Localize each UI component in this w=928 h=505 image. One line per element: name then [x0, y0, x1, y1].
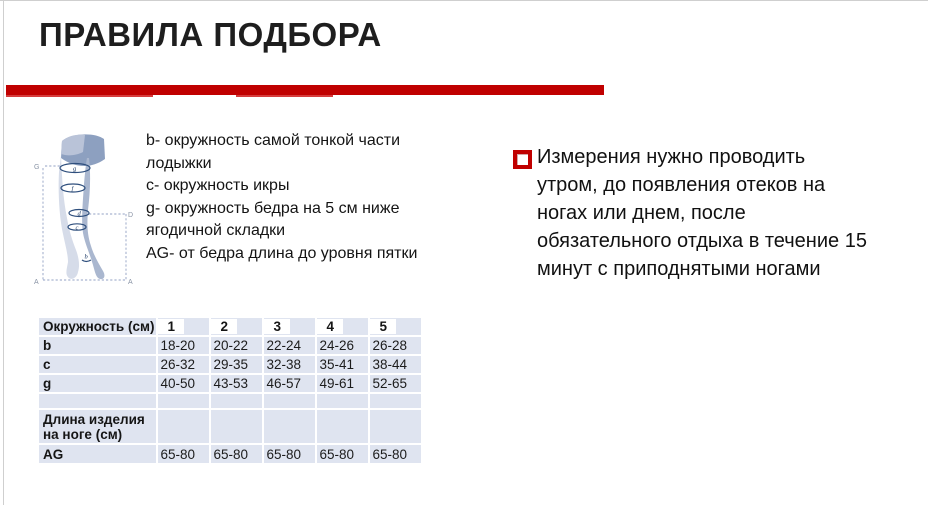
table-cell: 38-44 — [370, 356, 421, 373]
table-header-size-1 — [158, 318, 209, 335]
slide-left-edge — [3, 0, 4, 505]
table-header-size-4 — [317, 318, 368, 335]
band-label-g: g — [73, 165, 77, 173]
table-cell: 26-32 — [158, 356, 209, 373]
measure-line: лодыжки — [146, 154, 212, 172]
measure-line: AG- от бедра длина до уровня пятки — [146, 244, 418, 262]
table-cell: 52-65 — [370, 375, 421, 392]
table-row-length-header — [39, 410, 421, 443]
table-header-size-3 — [264, 318, 315, 335]
table-cell — [317, 410, 368, 443]
table-cell: 18-20 — [158, 337, 209, 354]
table-row-b — [39, 337, 421, 354]
size-number: 1 — [158, 319, 184, 334]
size-number: 5 — [370, 319, 396, 334]
row-label: b — [39, 337, 156, 354]
row-label: c — [39, 356, 156, 373]
row-label — [39, 394, 156, 408]
measure-line: b- окружность самой тонкой части — [146, 132, 401, 149]
table-cell: 65-80 — [317, 445, 368, 463]
band-label-b: b — [84, 253, 88, 261]
corner-label-G: G — [34, 164, 40, 171]
table-cell — [158, 394, 209, 408]
measure-line: c- окружность икры — [146, 177, 290, 194]
front-leg-shape — [59, 156, 79, 279]
table-cell: 65-80 — [370, 445, 421, 463]
size-number: 4 — [317, 319, 343, 334]
table-cell — [264, 410, 315, 443]
table-cell: 32-38 — [264, 356, 315, 373]
row-label: AG — [39, 445, 156, 463]
note-line: обязательного отдыха в течение 15 — [537, 230, 867, 252]
table-cell — [370, 394, 421, 408]
table-cell: 40-50 — [158, 375, 209, 392]
table-cell: 24-26 — [317, 337, 368, 354]
measure-line: g- окружность бедра на 5 см ниже — [146, 199, 400, 217]
title-underline-accent-right — [236, 95, 333, 97]
legs-measurement-illustration — [33, 128, 137, 292]
size-table — [37, 316, 423, 465]
corner-label-A-right: A — [128, 279, 133, 286]
note-line: ногах или днем, после — [537, 202, 746, 224]
table-cell — [211, 410, 262, 443]
hip-highlight — [61, 135, 85, 156]
table-cell: 65-80 — [264, 445, 315, 463]
size-number: 3 — [264, 319, 290, 334]
table-cell: 49-61 — [317, 375, 368, 392]
table-header-size-5 — [370, 318, 421, 335]
table-cell: 35-41 — [317, 356, 368, 373]
note-line: минут с приподнятыми ногами — [537, 258, 821, 280]
band-label-f: f — [71, 185, 74, 193]
table-row-spacer — [39, 394, 421, 408]
size-number: 2 — [211, 319, 237, 334]
corner-label-D: D — [128, 212, 134, 219]
band-label-d: d — [77, 210, 81, 218]
table-cell — [158, 410, 209, 443]
measurement-definitions — [146, 130, 491, 265]
title-underline-bar — [6, 85, 604, 95]
measurement-note — [537, 143, 928, 283]
note-line: утром, до появления отеков на — [537, 174, 826, 196]
table-cell: 46-57 — [264, 375, 315, 392]
table-header-circumference: Окружность (см) — [39, 318, 156, 335]
corner-label-A-left: A — [34, 279, 39, 286]
table-cell: 26-28 — [370, 337, 421, 354]
table-row-ag — [39, 445, 421, 463]
table-row-g — [39, 375, 421, 392]
table-cell: 22-24 — [264, 337, 315, 354]
table-cell: 65-80 — [158, 445, 209, 463]
table-cell: 43-53 — [211, 375, 262, 392]
title-underline-accent-left — [6, 95, 153, 97]
table-cell: 20-22 — [211, 337, 262, 354]
table-cell — [211, 394, 262, 408]
table-cell — [317, 394, 368, 408]
table-header-row — [39, 318, 421, 335]
checkbox-bullet-icon — [513, 150, 532, 169]
table-header-size-2 — [211, 318, 262, 335]
page-title: ПРАВИЛА ПОДБОРА — [39, 16, 382, 53]
table-row-c — [39, 356, 421, 373]
measure-line: ягодичной складки — [146, 222, 286, 239]
table-cell — [370, 410, 421, 443]
note-line: Измерения нужно проводить — [537, 146, 806, 168]
band-label-c: c — [75, 224, 79, 232]
row-label: Длина изделия на ноге (см) — [39, 410, 156, 443]
table-cell: 29-35 — [211, 356, 262, 373]
slide-top-edge — [0, 0, 928, 1]
table-cell: 65-80 — [211, 445, 262, 463]
table-cell — [264, 394, 315, 408]
row-label: g — [39, 375, 156, 392]
